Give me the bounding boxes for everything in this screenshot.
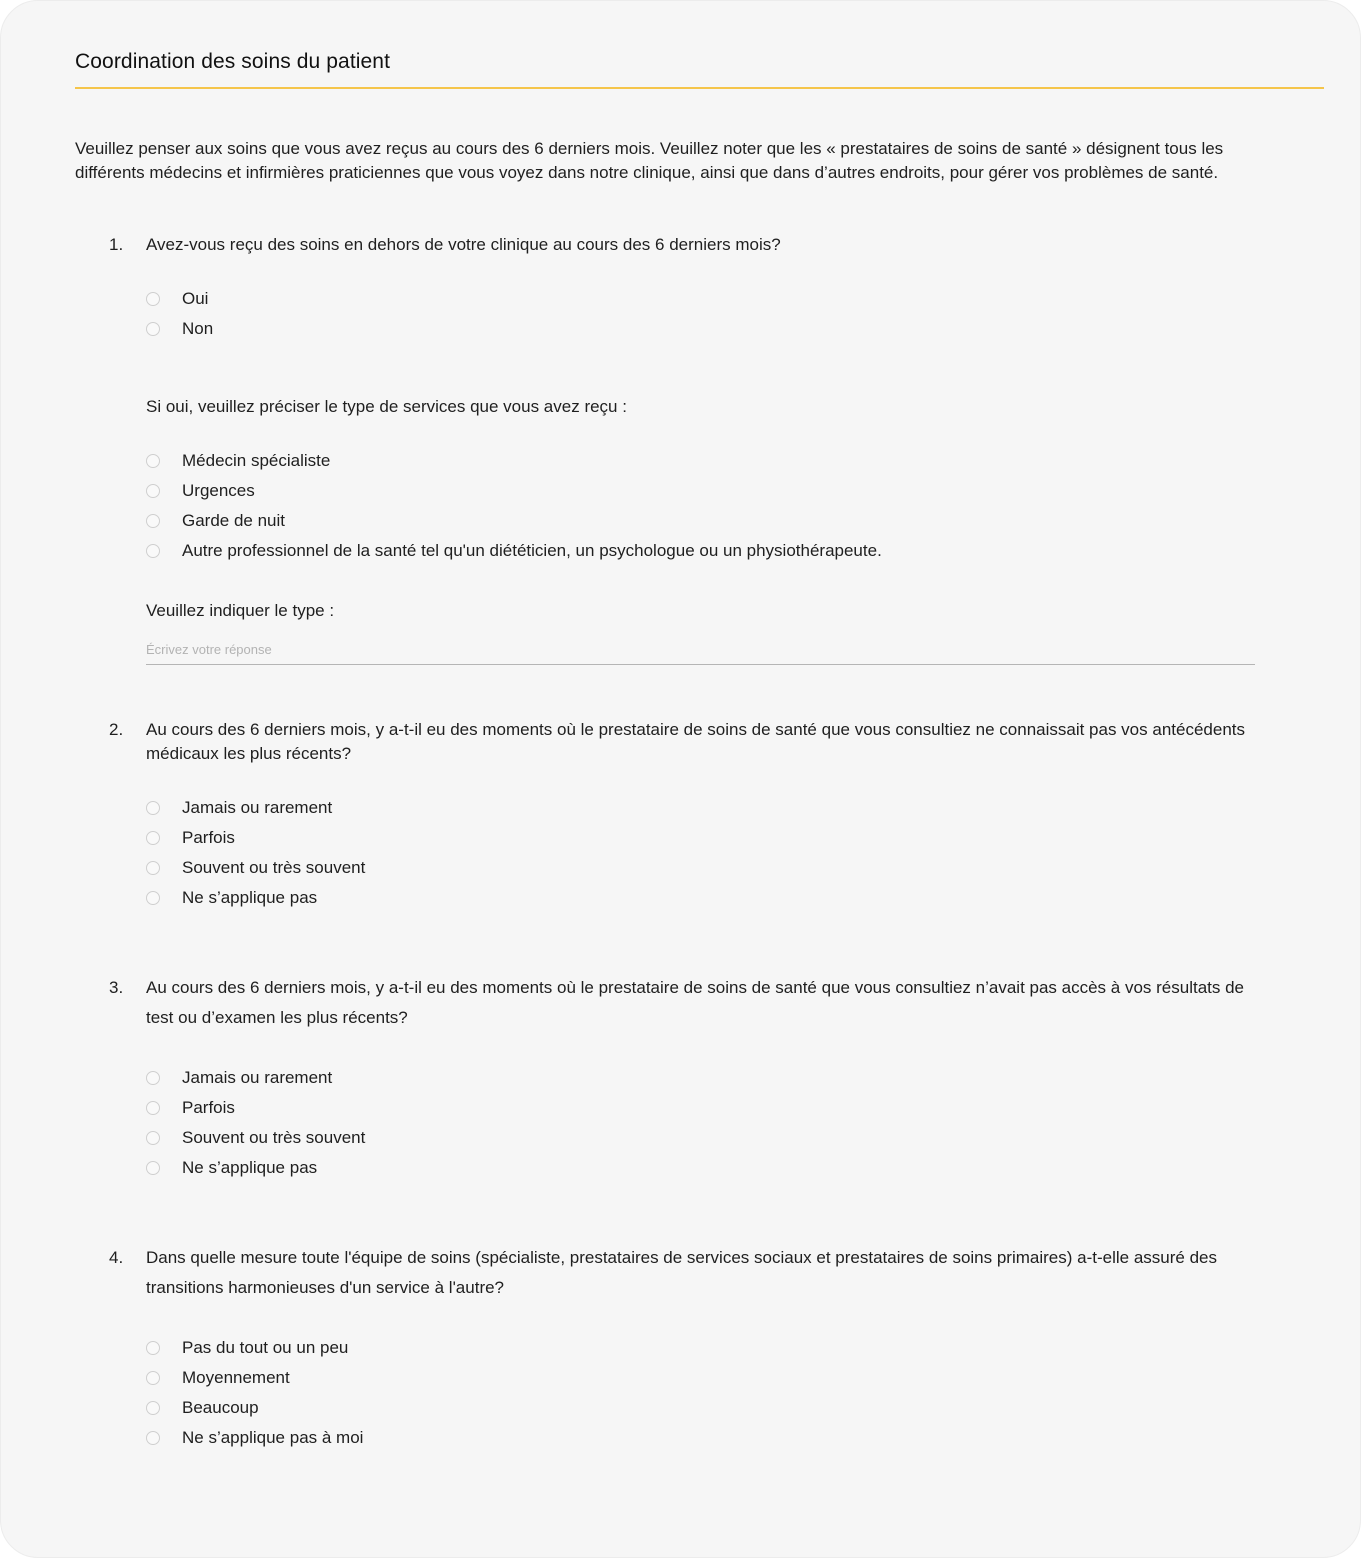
option-label: Parfois — [182, 1098, 235, 1117]
option-label: Souvent ou très souvent — [182, 1128, 366, 1147]
option-label: Oui — [182, 289, 209, 308]
q4-option-pas-du-tout[interactable] — [146, 1336, 348, 1360]
q1-followup-option-urgences[interactable] — [146, 479, 255, 503]
radio-button[interactable] — [146, 1131, 160, 1145]
q1-followup-text: Si oui, veuillez préciser le type de services que vous avez reçu : — [146, 397, 627, 416]
question-2-number: 2. — [109, 720, 124, 739]
q3-option-jamais[interactable] — [146, 1066, 332, 1090]
q1-followup-option-autre[interactable] — [146, 539, 882, 563]
radio-button[interactable] — [146, 544, 160, 558]
question-3-number: 3. — [109, 978, 124, 997]
q1-option-oui[interactable] — [146, 287, 208, 311]
q2-option-ne-sapplique-pas[interactable] — [146, 886, 317, 910]
q1-option-non[interactable] — [146, 317, 213, 341]
option-label: Autre professionnel de la santé tel qu'un diététicien, un psychologue ou un physiothérapeute. — [182, 541, 882, 560]
question-1-number: 1. — [109, 235, 124, 254]
option-label: Moyennement — [182, 1368, 290, 1387]
question-3-text: Au cours des 6 derniers mois, y a-t-il eu des moments où le prestataire de soins de santé que vous consultiez n’avait pas accès à vos résultats de test ou d’examen les plus récents? — [146, 978, 1245, 1027]
page-title: Coordination des soins du patient — [75, 50, 391, 73]
radio-button[interactable] — [146, 514, 160, 528]
q4-option-moyennement[interactable] — [146, 1366, 290, 1390]
radio-button[interactable] — [146, 1371, 160, 1385]
q3-option-souvent[interactable] — [146, 1126, 365, 1150]
q4-option-ne-sapplique-pas[interactable] — [146, 1426, 363, 1450]
radio-button[interactable] — [146, 831, 160, 845]
radio-button[interactable] — [146, 891, 160, 905]
radio-button[interactable] — [146, 322, 160, 336]
radio-button[interactable] — [146, 801, 160, 815]
radio-button[interactable] — [146, 484, 160, 498]
option-label: Parfois — [182, 828, 235, 847]
q3-option-ne-sapplique-pas[interactable] — [146, 1156, 317, 1180]
q4-option-beaucoup[interactable] — [146, 1396, 259, 1420]
option-label: Non — [182, 319, 214, 338]
radio-button[interactable] — [146, 1431, 160, 1445]
option-label: Souvent ou très souvent — [182, 858, 366, 877]
radio-button[interactable] — [146, 1161, 160, 1175]
option-label: Beaucoup — [182, 1398, 259, 1417]
q2-option-jamais[interactable] — [146, 796, 332, 820]
question-2-text: Au cours des 6 derniers mois, y a-t-il eu des moments où le prestataire de soins de santé que vous consultiez ne connaissait pas vos antécédents médicaux les plus récents? — [146, 720, 1245, 763]
question-4-number: 4. — [109, 1248, 124, 1267]
option-label: Ne s’applique pas — [182, 888, 318, 907]
option-label: Jamais ou rarement — [182, 1068, 333, 1087]
question-1-text: Avez-vous reçu des soins en dehors de votre clinique au cours des 6 derniers mois? — [146, 235, 781, 254]
radio-button[interactable] — [146, 292, 160, 306]
question-4-text: Dans quelle mesure toute l'équipe de soins (spécialiste, prestataires de services sociaux et prestataires de soins primaires) a-t-elle assuré des transitions harmonieuses d'un service à l'autre? — [146, 1248, 1217, 1297]
option-label: Garde de nuit — [182, 511, 286, 530]
q1-followup-option-specialiste[interactable] — [146, 449, 330, 473]
q2-option-souvent[interactable] — [146, 856, 365, 880]
title-divider — [75, 87, 1324, 89]
radio-button[interactable] — [146, 1401, 160, 1415]
radio-button[interactable] — [146, 1101, 160, 1115]
option-label: Médecin spécialiste — [182, 451, 331, 470]
option-label: Ne s’applique pas à moi — [182, 1428, 364, 1447]
q3-option-parfois[interactable] — [146, 1096, 235, 1120]
q1-followup-option-garde[interactable] — [146, 509, 285, 533]
q2-option-parfois[interactable] — [146, 826, 235, 850]
radio-button[interactable] — [146, 1341, 160, 1355]
intro-text: Veuillez penser aux soins que vous avez reçus au cours des 6 derniers mois. Veuillez noter que les « prestataires de soins de santé » désignent tous les différents médecins et infirmières praticiennes que vous voyez dans notre clinique, ainsi que dans d’autres endroits, pour gérer vos problèmes de santé. — [75, 139, 1224, 182]
q1-type-prompt: Veuillez indiquer le type : — [146, 601, 335, 620]
radio-button[interactable] — [146, 1071, 160, 1085]
option-label: Urgences — [182, 481, 255, 500]
radio-button[interactable] — [146, 861, 160, 875]
option-label: Pas du tout ou un peu — [182, 1338, 349, 1357]
option-label: Ne s’applique pas — [182, 1158, 318, 1177]
q1-type-input[interactable] — [146, 635, 1255, 665]
radio-button[interactable] — [146, 454, 160, 468]
option-label: Jamais ou rarement — [182, 798, 333, 817]
